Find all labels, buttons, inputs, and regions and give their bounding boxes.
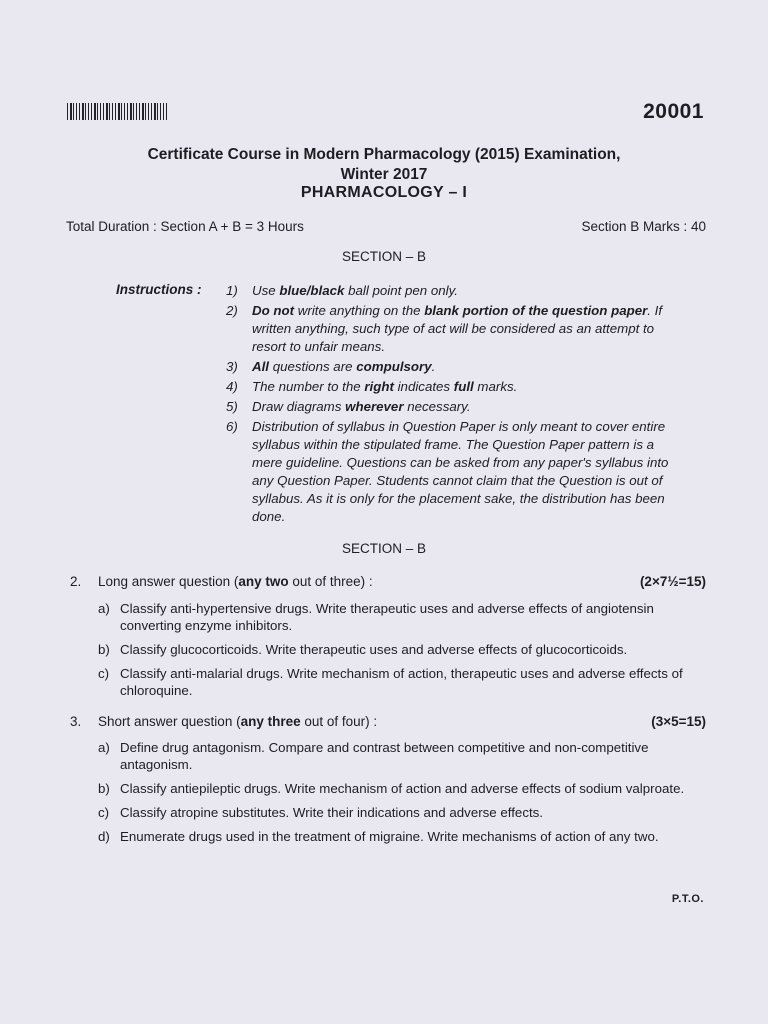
sub-question-letter: b) (98, 781, 110, 796)
question-text: Short answer question (any three out of four) : (98, 714, 378, 729)
section-heading: SECTION – B (341, 541, 427, 556)
instruction-text: Do not write anything on the blank portion of the question paper. If written anything, such type of act will be considered as an attempt to resort to unfair means. (252, 303, 663, 354)
instruction-number: 2) (226, 303, 238, 318)
sub-question (98, 600, 706, 634)
instruction-number: 4) (226, 379, 238, 394)
sub-question (98, 804, 706, 821)
instruction-number: 3) (226, 359, 238, 374)
section-marks: Section B Marks : 40 (581, 219, 706, 234)
sub-question-list (98, 739, 706, 852)
subject-title: PHARMACOLOGY – I (300, 184, 468, 201)
duration-row (66, 219, 706, 234)
sub-question (98, 665, 706, 699)
instructions-label: Instructions : (116, 282, 202, 297)
instruction-item (226, 378, 682, 396)
instruction-number: 1) (226, 283, 238, 298)
question-heading (70, 574, 706, 589)
question-heading (70, 714, 706, 729)
exam-session: Winter 2017 (340, 166, 428, 183)
sub-question-text: Classify atropine substitutes. Write their indications and adverse effects. (120, 805, 544, 820)
sub-question (98, 780, 706, 797)
instructions-list (226, 282, 682, 528)
instruction-text: Draw diagrams wherever necessary. (252, 399, 471, 414)
sub-question-text: Classify glucocorticoids. Write therapeutic uses and adverse effects of glucocorticoids. (120, 642, 628, 657)
exam-title: Certificate Course in Modern Pharmacology (2015) Examination, (147, 146, 621, 163)
instruction-item (226, 302, 682, 356)
question-number: 3. (70, 714, 82, 729)
paper-code: 20001 (643, 100, 704, 123)
sub-question-letter: b) (98, 642, 110, 657)
sub-question (98, 641, 706, 658)
sub-question-list (98, 600, 706, 706)
instruction-text: The number to the right indicates full marks. (252, 379, 518, 394)
question-marks: (3×5=15) (651, 714, 706, 729)
sub-question-letter: d) (98, 829, 110, 844)
sub-question (98, 739, 706, 773)
total-duration: Total Duration : Section A + B = 3 Hours (66, 219, 304, 234)
sub-question-text: Classify antiepileptic drugs. Write mechanism of action and adverse effects of sodium valproate. (120, 781, 685, 796)
sub-question (98, 828, 706, 845)
instruction-item (226, 398, 682, 416)
sub-question-letter: c) (98, 805, 110, 820)
sub-question-text: Enumerate drugs used in the treatment of migraine. Write mechanisms of action of any two. (120, 829, 659, 844)
instruction-number: 6) (226, 419, 238, 434)
sub-question-text: Classify anti-malarial drugs. Write mechanism of action, therapeutic uses and adverse effects of chloroquine. (120, 666, 683, 698)
instruction-text: All questions are compulsory. (252, 359, 436, 374)
instruction-item (226, 418, 682, 526)
page-turn-note: P.T.O. (671, 893, 704, 905)
question-text: Long answer question (any two out of three) : (98, 574, 373, 589)
question-marks: (2×7½=15) (639, 574, 706, 589)
question-number: 2. (70, 574, 82, 589)
barcode (67, 103, 167, 120)
sub-question-letter: a) (98, 601, 110, 616)
instruction-text: Use blue/black ball point pen only. (252, 283, 458, 298)
sub-question-letter: a) (98, 740, 110, 755)
section-heading: SECTION – B (341, 249, 427, 264)
instruction-item (226, 282, 682, 300)
instruction-item (226, 358, 682, 376)
sub-question-letter: c) (98, 666, 110, 681)
sub-question-text: Classify anti-hypertensive drugs. Write therapeutic uses and adverse effects of angiotensin converting enzyme inhibitors. (120, 601, 654, 633)
instruction-number: 5) (226, 399, 238, 414)
sub-question-text: Define drug antagonism. Compare and contrast between competitive and non-competitive antagonism. (120, 740, 649, 772)
instruction-text: Distribution of syllabus in Question Paper is only meant to cover entire syllabus within the stipulated frame. The Question Paper pattern is a mere guideline. Questions can be asked from any paper's syllabus into any Question Paper. Students cannot claim that the Question is out of syllabus. As it is only for the placement sake, the distribution has been done. (252, 419, 669, 524)
